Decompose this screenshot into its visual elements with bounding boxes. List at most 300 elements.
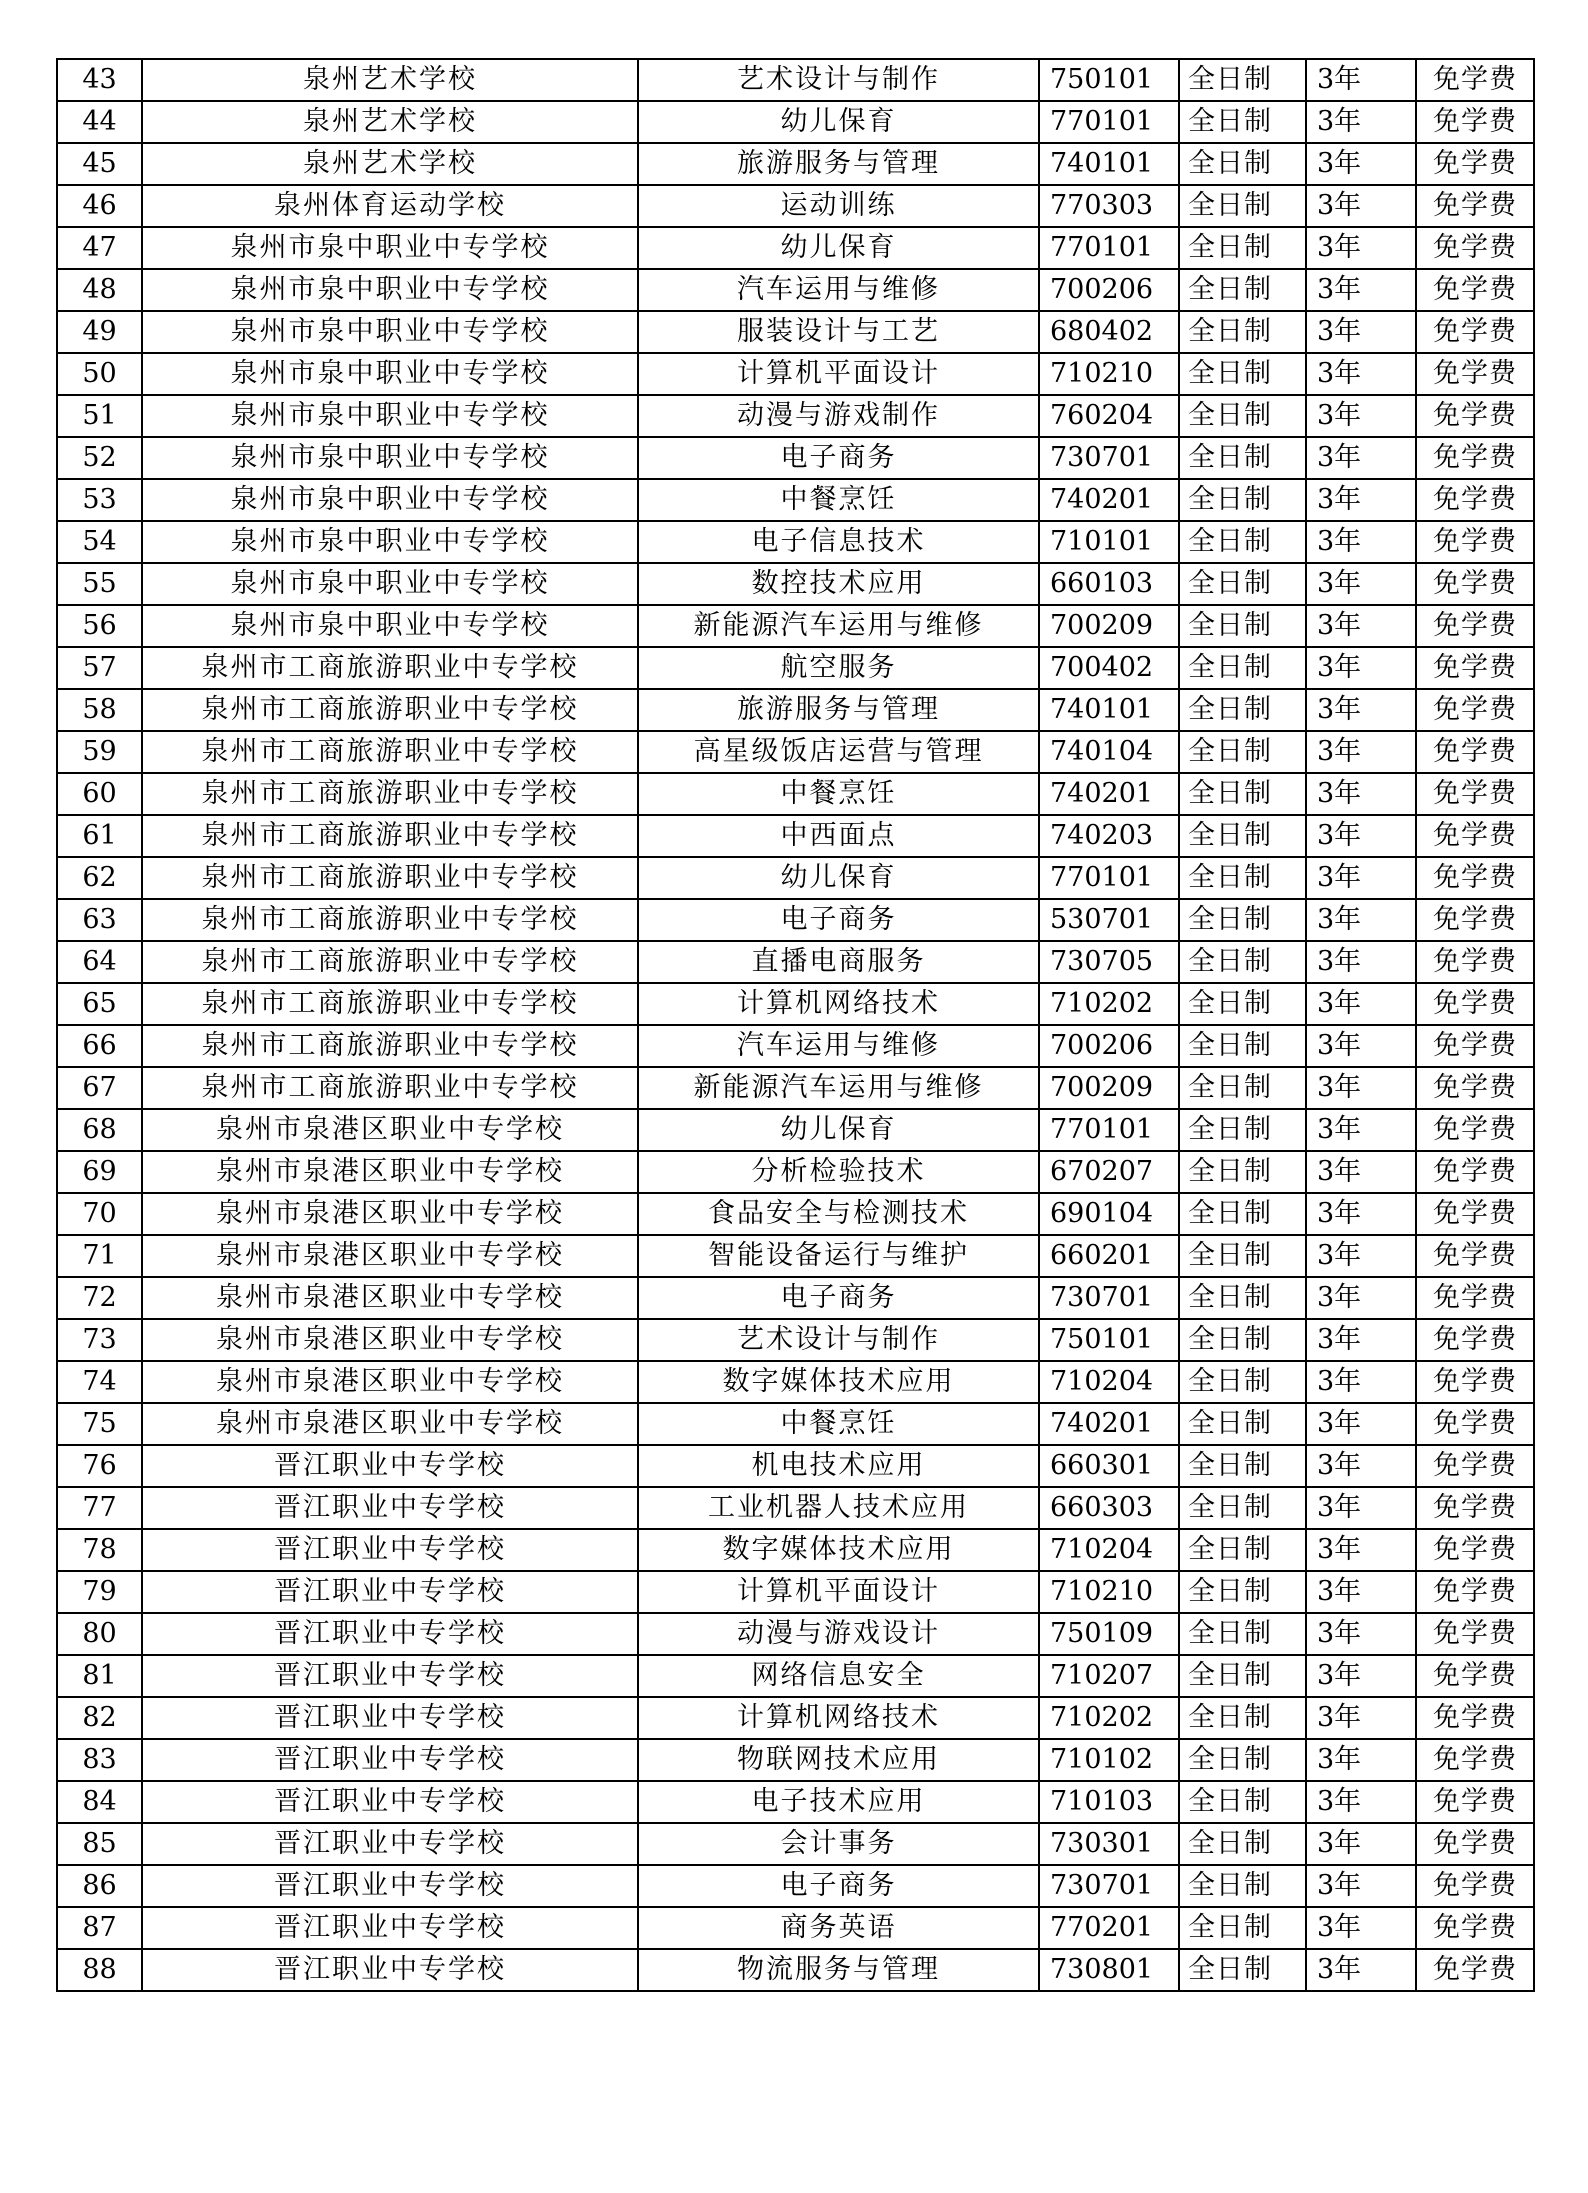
duration-cell: 3年 — [1306, 143, 1416, 185]
study-mode-cell: 全日制 — [1179, 1823, 1306, 1865]
row-number-cell: 84 — [57, 1781, 142, 1823]
duration-cell: 3年 — [1306, 269, 1416, 311]
major-name-cell: 幼儿保育 — [638, 1109, 1039, 1151]
major-name-cell: 服装设计与工艺 — [638, 311, 1039, 353]
school-name-cell: 泉州市泉港区职业中专学校 — [142, 1361, 638, 1403]
tuition-cell: 免学费 — [1416, 1613, 1534, 1655]
tuition-cell: 免学费 — [1416, 1739, 1534, 1781]
major-code-cell: 730701 — [1039, 437, 1179, 479]
school-name-cell: 泉州市工商旅游职业中专学校 — [142, 731, 638, 773]
study-mode-cell: 全日制 — [1179, 1781, 1306, 1823]
study-mode-cell: 全日制 — [1179, 1697, 1306, 1739]
table-row — [57, 1571, 1534, 1613]
duration-cell: 3年 — [1306, 1487, 1416, 1529]
table-row — [57, 1403, 1534, 1445]
tuition-cell: 免学费 — [1416, 815, 1534, 857]
major-name-cell: 航空服务 — [638, 647, 1039, 689]
school-name-cell: 泉州市工商旅游职业中专学校 — [142, 647, 638, 689]
table-row — [57, 1781, 1534, 1823]
major-name-cell: 运动训练 — [638, 185, 1039, 227]
row-number-cell: 57 — [57, 647, 142, 689]
school-name-cell: 泉州市泉中职业中专学校 — [142, 353, 638, 395]
duration-cell: 3年 — [1306, 815, 1416, 857]
major-code-cell: 710210 — [1039, 353, 1179, 395]
major-name-cell: 幼儿保育 — [638, 101, 1039, 143]
duration-cell: 3年 — [1306, 1571, 1416, 1613]
row-number-cell: 48 — [57, 269, 142, 311]
duration-cell: 3年 — [1306, 1781, 1416, 1823]
table-row — [57, 1109, 1534, 1151]
study-mode-cell: 全日制 — [1179, 1319, 1306, 1361]
row-number-cell: 79 — [57, 1571, 142, 1613]
study-mode-cell: 全日制 — [1179, 815, 1306, 857]
table-row — [57, 1235, 1534, 1277]
duration-cell: 3年 — [1306, 1949, 1416, 1991]
table-row — [57, 59, 1534, 101]
major-name-cell: 商务英语 — [638, 1907, 1039, 1949]
duration-cell: 3年 — [1306, 311, 1416, 353]
duration-cell: 3年 — [1306, 1361, 1416, 1403]
row-number-cell: 65 — [57, 983, 142, 1025]
school-name-cell: 泉州市工商旅游职业中专学校 — [142, 857, 638, 899]
row-number-cell: 61 — [57, 815, 142, 857]
major-name-cell: 幼儿保育 — [638, 857, 1039, 899]
school-name-cell: 晋江职业中专学校 — [142, 1739, 638, 1781]
major-name-cell: 新能源汽车运用与维修 — [638, 605, 1039, 647]
duration-cell: 3年 — [1306, 1193, 1416, 1235]
major-code-cell: 740201 — [1039, 1403, 1179, 1445]
school-name-cell: 泉州市泉港区职业中专学校 — [142, 1151, 638, 1193]
row-number-cell: 62 — [57, 857, 142, 899]
row-number-cell: 55 — [57, 563, 142, 605]
table-row — [57, 1319, 1534, 1361]
table-body — [57, 59, 1534, 1991]
row-number-cell: 50 — [57, 353, 142, 395]
table-row — [57, 815, 1534, 857]
table-row — [57, 1067, 1534, 1109]
table-row — [57, 1529, 1534, 1571]
duration-cell: 3年 — [1306, 1865, 1416, 1907]
major-code-cell: 770101 — [1039, 857, 1179, 899]
duration-cell: 3年 — [1306, 1235, 1416, 1277]
major-code-cell: 710202 — [1039, 1697, 1179, 1739]
study-mode-cell: 全日制 — [1179, 1907, 1306, 1949]
table-row — [57, 269, 1534, 311]
tuition-cell: 免学费 — [1416, 479, 1534, 521]
major-name-cell: 电子商务 — [638, 1277, 1039, 1319]
school-name-cell: 晋江职业中专学校 — [142, 1529, 638, 1571]
tuition-cell: 免学费 — [1416, 1865, 1534, 1907]
duration-cell: 3年 — [1306, 605, 1416, 647]
tuition-cell: 免学费 — [1416, 983, 1534, 1025]
tuition-cell: 免学费 — [1416, 941, 1534, 983]
major-name-cell: 计算机平面设计 — [638, 1571, 1039, 1613]
table-row — [57, 773, 1534, 815]
duration-cell: 3年 — [1306, 1025, 1416, 1067]
study-mode-cell: 全日制 — [1179, 395, 1306, 437]
major-name-cell: 电子技术应用 — [638, 1781, 1039, 1823]
school-name-cell: 泉州艺术学校 — [142, 101, 638, 143]
school-name-cell: 泉州市工商旅游职业中专学校 — [142, 899, 638, 941]
tuition-cell: 免学费 — [1416, 857, 1534, 899]
duration-cell: 3年 — [1306, 563, 1416, 605]
duration-cell: 3年 — [1306, 1823, 1416, 1865]
school-name-cell: 泉州市工商旅游职业中专学校 — [142, 941, 638, 983]
study-mode-cell: 全日制 — [1179, 1151, 1306, 1193]
school-name-cell: 泉州市工商旅游职业中专学校 — [142, 773, 638, 815]
study-mode-cell: 全日制 — [1179, 479, 1306, 521]
table-row — [57, 143, 1534, 185]
major-code-cell: 740104 — [1039, 731, 1179, 773]
major-name-cell: 电子信息技术 — [638, 521, 1039, 563]
row-number-cell: 71 — [57, 1235, 142, 1277]
study-mode-cell: 全日制 — [1179, 1655, 1306, 1697]
tuition-cell: 免学费 — [1416, 563, 1534, 605]
row-number-cell: 66 — [57, 1025, 142, 1067]
tuition-cell: 免学费 — [1416, 1949, 1534, 1991]
duration-cell: 3年 — [1306, 1445, 1416, 1487]
major-code-cell: 700209 — [1039, 1067, 1179, 1109]
tuition-cell: 免学费 — [1416, 1823, 1534, 1865]
table-row — [57, 1655, 1534, 1697]
major-name-cell: 食品安全与检测技术 — [638, 1193, 1039, 1235]
school-name-cell: 泉州市泉港区职业中专学校 — [142, 1235, 638, 1277]
table-row — [57, 1445, 1534, 1487]
tuition-cell: 免学费 — [1416, 185, 1534, 227]
major-name-cell: 数控技术应用 — [638, 563, 1039, 605]
school-name-cell: 晋江职业中专学校 — [142, 1655, 638, 1697]
duration-cell: 3年 — [1306, 857, 1416, 899]
table-row — [57, 1949, 1534, 1991]
tuition-cell: 免学费 — [1416, 1445, 1534, 1487]
row-number-cell: 83 — [57, 1739, 142, 1781]
major-name-cell: 汽车运用与维修 — [638, 269, 1039, 311]
major-name-cell: 中西面点 — [638, 815, 1039, 857]
table-row — [57, 1151, 1534, 1193]
enrollment-table — [56, 58, 1535, 1992]
tuition-cell: 免学费 — [1416, 1151, 1534, 1193]
row-number-cell: 51 — [57, 395, 142, 437]
table-row — [57, 1865, 1534, 1907]
row-number-cell: 52 — [57, 437, 142, 479]
study-mode-cell: 全日制 — [1179, 773, 1306, 815]
major-name-cell: 机电技术应用 — [638, 1445, 1039, 1487]
row-number-cell: 88 — [57, 1949, 142, 1991]
tuition-cell: 免学费 — [1416, 1655, 1534, 1697]
school-name-cell: 泉州市泉中职业中专学校 — [142, 395, 638, 437]
major-code-cell: 730801 — [1039, 1949, 1179, 1991]
table-row — [57, 731, 1534, 773]
school-name-cell: 泉州市泉中职业中专学校 — [142, 479, 638, 521]
major-code-cell: 670207 — [1039, 1151, 1179, 1193]
duration-cell: 3年 — [1306, 353, 1416, 395]
tuition-cell: 免学费 — [1416, 395, 1534, 437]
school-name-cell: 晋江职业中专学校 — [142, 1487, 638, 1529]
table-row — [57, 353, 1534, 395]
major-code-cell: 710210 — [1039, 1571, 1179, 1613]
school-name-cell: 泉州市泉中职业中专学校 — [142, 227, 638, 269]
major-code-cell: 710204 — [1039, 1529, 1179, 1571]
study-mode-cell: 全日制 — [1179, 1067, 1306, 1109]
school-name-cell: 泉州艺术学校 — [142, 143, 638, 185]
tuition-cell: 免学费 — [1416, 1235, 1534, 1277]
duration-cell: 3年 — [1306, 731, 1416, 773]
school-name-cell: 泉州市泉中职业中专学校 — [142, 605, 638, 647]
tuition-cell: 免学费 — [1416, 1319, 1534, 1361]
school-name-cell: 泉州市工商旅游职业中专学校 — [142, 815, 638, 857]
tuition-cell: 免学费 — [1416, 1277, 1534, 1319]
major-name-cell: 工业机器人技术应用 — [638, 1487, 1039, 1529]
table-row — [57, 1613, 1534, 1655]
tuition-cell: 免学费 — [1416, 437, 1534, 479]
table-row — [57, 1739, 1534, 1781]
study-mode-cell: 全日制 — [1179, 1277, 1306, 1319]
table-row — [57, 479, 1534, 521]
duration-cell: 3年 — [1306, 1151, 1416, 1193]
table-row — [57, 899, 1534, 941]
study-mode-cell: 全日制 — [1179, 437, 1306, 479]
major-code-cell: 710202 — [1039, 983, 1179, 1025]
school-name-cell: 泉州市泉港区职业中专学校 — [142, 1319, 638, 1361]
row-number-cell: 59 — [57, 731, 142, 773]
study-mode-cell: 全日制 — [1179, 521, 1306, 563]
tuition-cell: 免学费 — [1416, 1529, 1534, 1571]
study-mode-cell: 全日制 — [1179, 1025, 1306, 1067]
major-name-cell: 幼儿保育 — [638, 227, 1039, 269]
major-code-cell: 730301 — [1039, 1823, 1179, 1865]
duration-cell: 3年 — [1306, 1067, 1416, 1109]
duration-cell: 3年 — [1306, 1739, 1416, 1781]
major-code-cell: 710101 — [1039, 521, 1179, 563]
duration-cell: 3年 — [1306, 899, 1416, 941]
major-code-cell: 740101 — [1039, 689, 1179, 731]
duration-cell: 3年 — [1306, 395, 1416, 437]
tuition-cell: 免学费 — [1416, 899, 1534, 941]
major-code-cell: 710103 — [1039, 1781, 1179, 1823]
table-row — [57, 983, 1534, 1025]
duration-cell: 3年 — [1306, 1655, 1416, 1697]
row-number-cell: 53 — [57, 479, 142, 521]
table-row — [57, 521, 1534, 563]
major-name-cell: 新能源汽车运用与维修 — [638, 1067, 1039, 1109]
table-row — [57, 437, 1534, 479]
row-number-cell: 56 — [57, 605, 142, 647]
duration-cell: 3年 — [1306, 1277, 1416, 1319]
row-number-cell: 82 — [57, 1697, 142, 1739]
major-code-cell: 730705 — [1039, 941, 1179, 983]
major-code-cell: 710204 — [1039, 1361, 1179, 1403]
major-code-cell: 760204 — [1039, 395, 1179, 437]
major-name-cell: 数字媒体技术应用 — [638, 1529, 1039, 1571]
table-row — [57, 941, 1534, 983]
major-code-cell: 740201 — [1039, 773, 1179, 815]
duration-cell: 3年 — [1306, 1319, 1416, 1361]
major-name-cell: 计算机网络技术 — [638, 1697, 1039, 1739]
major-name-cell: 物流服务与管理 — [638, 1949, 1039, 1991]
tuition-cell: 免学费 — [1416, 227, 1534, 269]
major-name-cell: 高星级饭店运营与管理 — [638, 731, 1039, 773]
tuition-cell: 免学费 — [1416, 689, 1534, 731]
tuition-cell: 免学费 — [1416, 773, 1534, 815]
duration-cell: 3年 — [1306, 185, 1416, 227]
major-code-cell: 750101 — [1039, 1319, 1179, 1361]
major-name-cell: 动漫与游戏制作 — [638, 395, 1039, 437]
row-number-cell: 43 — [57, 59, 142, 101]
school-name-cell: 泉州艺术学校 — [142, 59, 638, 101]
school-name-cell: 泉州市泉中职业中专学校 — [142, 437, 638, 479]
table-row — [57, 227, 1534, 269]
table-row — [57, 647, 1534, 689]
table-row — [57, 1487, 1534, 1529]
duration-cell: 3年 — [1306, 1403, 1416, 1445]
duration-cell: 3年 — [1306, 941, 1416, 983]
major-code-cell: 740201 — [1039, 479, 1179, 521]
school-name-cell: 晋江职业中专学校 — [142, 1613, 638, 1655]
row-number-cell: 77 — [57, 1487, 142, 1529]
study-mode-cell: 全日制 — [1179, 1949, 1306, 1991]
study-mode-cell: 全日制 — [1179, 1235, 1306, 1277]
study-mode-cell: 全日制 — [1179, 353, 1306, 395]
study-mode-cell: 全日制 — [1179, 899, 1306, 941]
school-name-cell: 晋江职业中专学校 — [142, 1445, 638, 1487]
major-name-cell: 会计事务 — [638, 1823, 1039, 1865]
row-number-cell: 60 — [57, 773, 142, 815]
school-name-cell: 泉州市工商旅游职业中专学校 — [142, 983, 638, 1025]
major-code-cell: 680402 — [1039, 311, 1179, 353]
major-name-cell: 网络信息安全 — [638, 1655, 1039, 1697]
major-name-cell: 数字媒体技术应用 — [638, 1361, 1039, 1403]
major-code-cell: 710102 — [1039, 1739, 1179, 1781]
study-mode-cell: 全日制 — [1179, 857, 1306, 899]
major-name-cell: 计算机平面设计 — [638, 353, 1039, 395]
study-mode-cell: 全日制 — [1179, 647, 1306, 689]
school-name-cell: 晋江职业中专学校 — [142, 1571, 638, 1613]
study-mode-cell: 全日制 — [1179, 689, 1306, 731]
major-code-cell: 770201 — [1039, 1907, 1179, 1949]
row-number-cell: 78 — [57, 1529, 142, 1571]
tuition-cell: 免学费 — [1416, 1907, 1534, 1949]
table-row — [57, 101, 1534, 143]
tuition-cell: 免学费 — [1416, 353, 1534, 395]
major-code-cell: 740101 — [1039, 143, 1179, 185]
school-name-cell: 晋江职业中专学校 — [142, 1907, 638, 1949]
study-mode-cell: 全日制 — [1179, 1109, 1306, 1151]
major-code-cell: 700206 — [1039, 1025, 1179, 1067]
duration-cell: 3年 — [1306, 101, 1416, 143]
duration-cell: 3年 — [1306, 773, 1416, 815]
study-mode-cell: 全日制 — [1179, 227, 1306, 269]
study-mode-cell: 全日制 — [1179, 59, 1306, 101]
major-code-cell: 750109 — [1039, 1613, 1179, 1655]
study-mode-cell: 全日制 — [1179, 311, 1306, 353]
major-name-cell: 智能设备运行与维护 — [638, 1235, 1039, 1277]
school-name-cell: 晋江职业中专学校 — [142, 1865, 638, 1907]
study-mode-cell: 全日制 — [1179, 1403, 1306, 1445]
table-row — [57, 311, 1534, 353]
major-code-cell: 730701 — [1039, 1865, 1179, 1907]
table-row — [57, 1277, 1534, 1319]
major-code-cell: 690104 — [1039, 1193, 1179, 1235]
major-name-cell: 艺术设计与制作 — [638, 59, 1039, 101]
study-mode-cell: 全日制 — [1179, 1445, 1306, 1487]
table-row — [57, 1193, 1534, 1235]
major-code-cell: 730701 — [1039, 1277, 1179, 1319]
duration-cell: 3年 — [1306, 1529, 1416, 1571]
major-name-cell: 汽车运用与维修 — [638, 1025, 1039, 1067]
school-name-cell: 晋江职业中专学校 — [142, 1697, 638, 1739]
tuition-cell: 免学费 — [1416, 311, 1534, 353]
duration-cell: 3年 — [1306, 1907, 1416, 1949]
major-name-cell: 艺术设计与制作 — [638, 1319, 1039, 1361]
study-mode-cell: 全日制 — [1179, 563, 1306, 605]
major-name-cell: 中餐烹饪 — [638, 1403, 1039, 1445]
tuition-cell: 免学费 — [1416, 1025, 1534, 1067]
study-mode-cell: 全日制 — [1179, 941, 1306, 983]
duration-cell: 3年 — [1306, 227, 1416, 269]
study-mode-cell: 全日制 — [1179, 1865, 1306, 1907]
table-row — [57, 1025, 1534, 1067]
major-code-cell: 770101 — [1039, 227, 1179, 269]
row-number-cell: 74 — [57, 1361, 142, 1403]
school-name-cell: 晋江职业中专学校 — [142, 1823, 638, 1865]
duration-cell: 3年 — [1306, 479, 1416, 521]
major-name-cell: 分析检验技术 — [638, 1151, 1039, 1193]
row-number-cell: 44 — [57, 101, 142, 143]
study-mode-cell: 全日制 — [1179, 605, 1306, 647]
duration-cell: 3年 — [1306, 1109, 1416, 1151]
tuition-cell: 免学费 — [1416, 59, 1534, 101]
study-mode-cell: 全日制 — [1179, 983, 1306, 1025]
tuition-cell: 免学费 — [1416, 101, 1534, 143]
duration-cell: 3年 — [1306, 689, 1416, 731]
school-name-cell: 泉州市泉港区职业中专学校 — [142, 1109, 638, 1151]
row-number-cell: 70 — [57, 1193, 142, 1235]
major-name-cell: 中餐烹饪 — [638, 479, 1039, 521]
tuition-cell: 免学费 — [1416, 647, 1534, 689]
school-name-cell: 泉州市泉港区职业中专学校 — [142, 1277, 638, 1319]
study-mode-cell: 全日制 — [1179, 1193, 1306, 1235]
row-number-cell: 54 — [57, 521, 142, 563]
major-code-cell: 530701 — [1039, 899, 1179, 941]
tuition-cell: 免学费 — [1416, 605, 1534, 647]
row-number-cell: 86 — [57, 1865, 142, 1907]
school-name-cell: 泉州市泉中职业中专学校 — [142, 521, 638, 563]
major-name-cell: 动漫与游戏设计 — [638, 1613, 1039, 1655]
tuition-cell: 免学费 — [1416, 731, 1534, 773]
school-name-cell: 泉州市泉港区职业中专学校 — [142, 1193, 638, 1235]
tuition-cell: 免学费 — [1416, 1781, 1534, 1823]
table-row — [57, 563, 1534, 605]
row-number-cell: 49 — [57, 311, 142, 353]
table-row — [57, 605, 1534, 647]
tuition-cell: 免学费 — [1416, 1067, 1534, 1109]
major-name-cell: 中餐烹饪 — [638, 773, 1039, 815]
major-code-cell: 660301 — [1039, 1445, 1179, 1487]
major-code-cell: 700402 — [1039, 647, 1179, 689]
major-name-cell: 电子商务 — [638, 437, 1039, 479]
row-number-cell: 80 — [57, 1613, 142, 1655]
study-mode-cell: 全日制 — [1179, 1613, 1306, 1655]
study-mode-cell: 全日制 — [1179, 101, 1306, 143]
row-number-cell: 58 — [57, 689, 142, 731]
school-name-cell: 泉州体育运动学校 — [142, 185, 638, 227]
row-number-cell: 46 — [57, 185, 142, 227]
table-row — [57, 857, 1534, 899]
major-name-cell: 物联网技术应用 — [638, 1739, 1039, 1781]
tuition-cell: 免学费 — [1416, 269, 1534, 311]
major-code-cell: 660201 — [1039, 1235, 1179, 1277]
row-number-cell: 87 — [57, 1907, 142, 1949]
